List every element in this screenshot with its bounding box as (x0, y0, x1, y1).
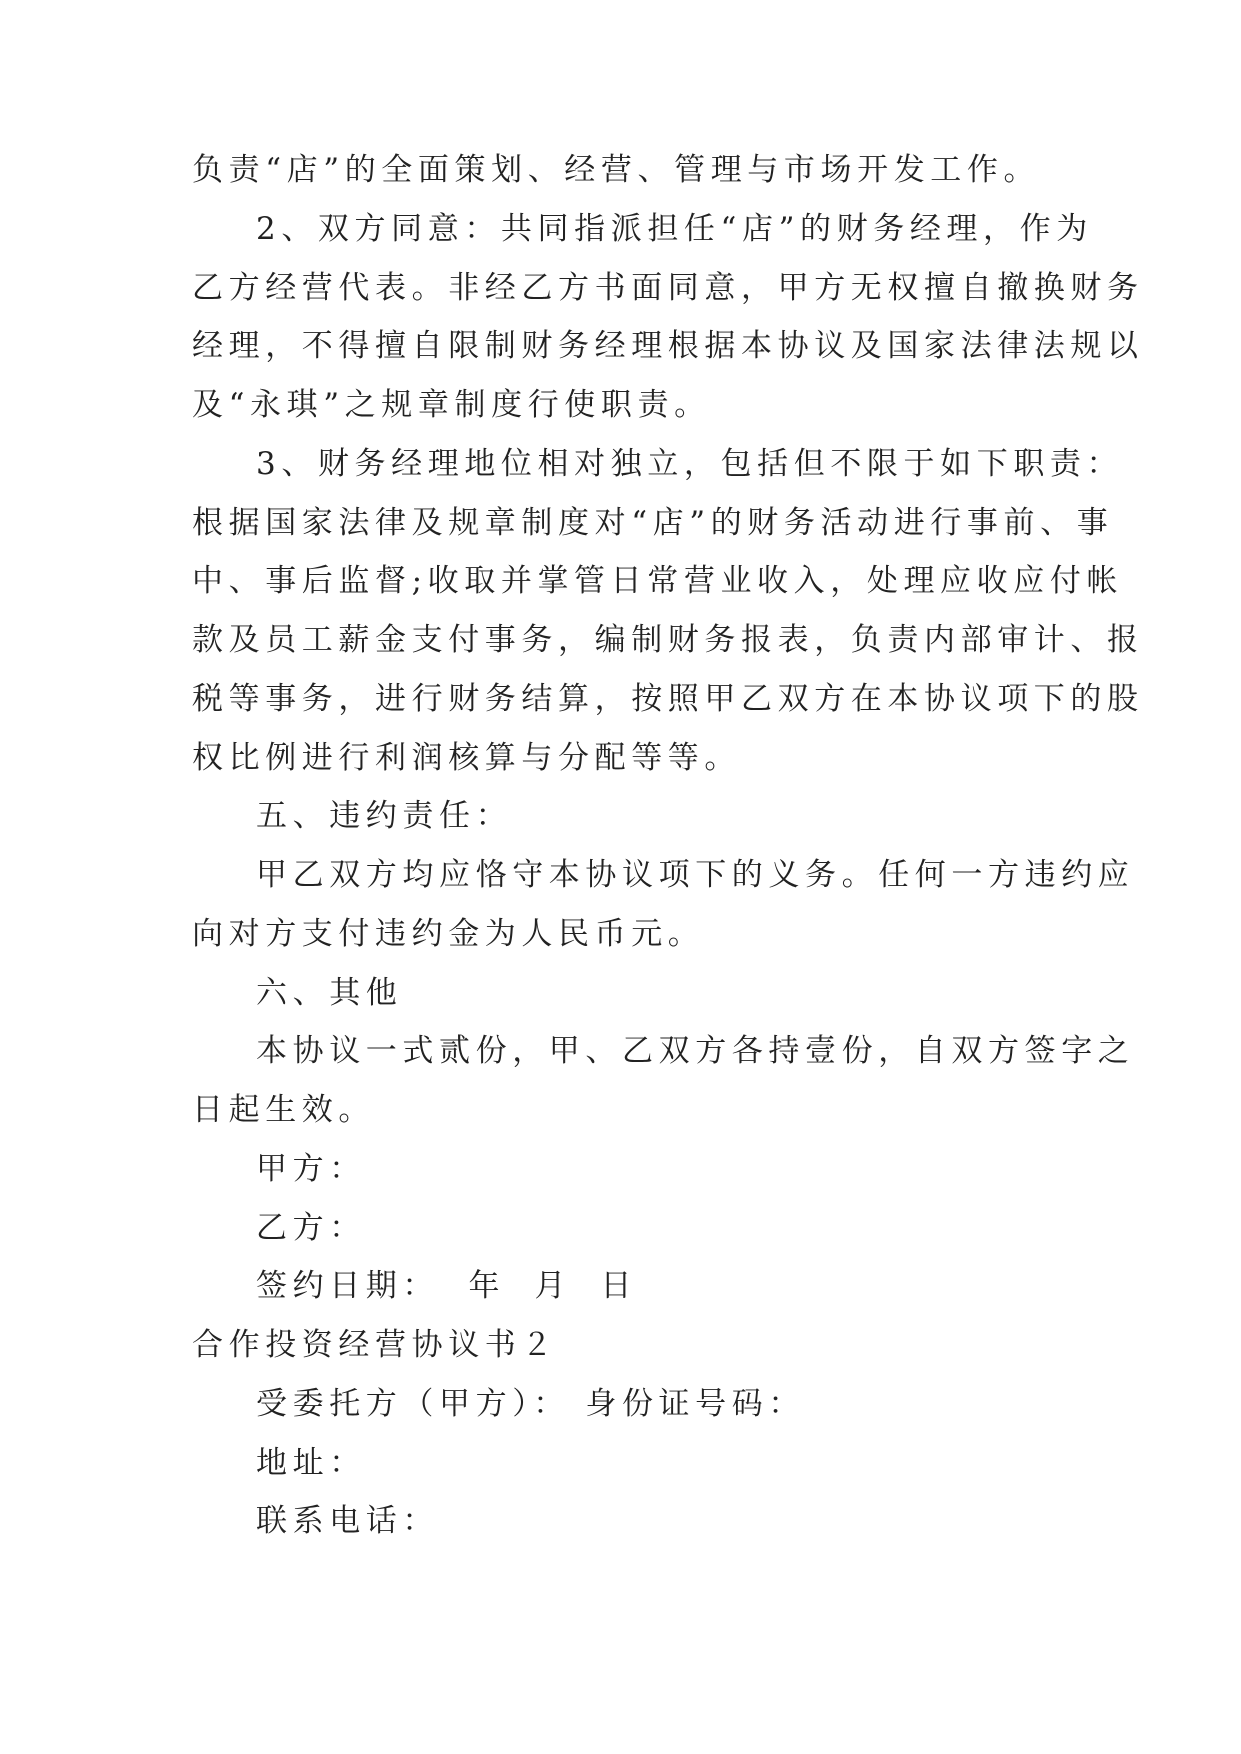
address-label: 地址： (256, 1445, 366, 1481)
agreement-2-title: 合作投资经营协议书２ (192, 1327, 558, 1363)
paragraph-line: 款及员工薪金支付事务，编制财务报表，负责内部审计、报 (192, 622, 1144, 658)
paragraph-line: 日起生效。 (192, 1092, 375, 1128)
section-heading-other: 六、其他 (256, 975, 403, 1011)
paragraph-line: 向对方支付违约金为人民币元。 (192, 916, 705, 952)
paragraph-line: 乙方经营代表。非经乙方书面同意，甲方无权擅自撤换财务 (192, 270, 1144, 306)
paragraph-line: 及“永琪”之规章制度行使职责。 (192, 387, 711, 423)
paragraph-line: 本协议一式贰份，甲、乙双方各持壹份，自双方签字之 (256, 1033, 1135, 1069)
party-b-signature-label: 乙方： (256, 1210, 366, 1246)
signing-date-label: 签约日期： 年 月 日 (256, 1268, 638, 1304)
entrusted-party-line: 受委托方（甲方）： 身份证号码： (256, 1386, 805, 1422)
paragraph-line: 经理，不得擅自限制财务经理根据本协议及国家法律法规以 (192, 328, 1144, 364)
section-heading-breach: 五、违约责任： (256, 798, 513, 834)
paragraph-line: 甲乙双方均应恪守本协议项下的义务。任何一方违约应 (256, 857, 1135, 893)
paragraph-line: 中、事后监督;收取并掌管日常营业收入，处理应收应付帐 (192, 563, 1124, 599)
paragraph-line: 权比例进行利润核算与分配等等。 (192, 740, 741, 776)
paragraph-line: 税等事务，进行财务结算，按照甲乙双方在本协议项下的股 (192, 681, 1144, 717)
party-a-signature-label: 甲方： (256, 1151, 366, 1187)
clause-2-line: 2、双方同意：共同指派担任“店”的财务经理，作为 (256, 211, 1093, 247)
clause-3-line: 3、财务经理地位相对独立，包括但不限于如下职责： (256, 446, 1124, 482)
phone-label: 联系电话： (256, 1503, 439, 1539)
paragraph-line: 负责“店”的全面策划、经营、管理与市场开发工作。 (192, 152, 1041, 188)
paragraph-line: 根据国家法律及规章制度对“店”的财务活动进行事前、事 (192, 505, 1114, 541)
